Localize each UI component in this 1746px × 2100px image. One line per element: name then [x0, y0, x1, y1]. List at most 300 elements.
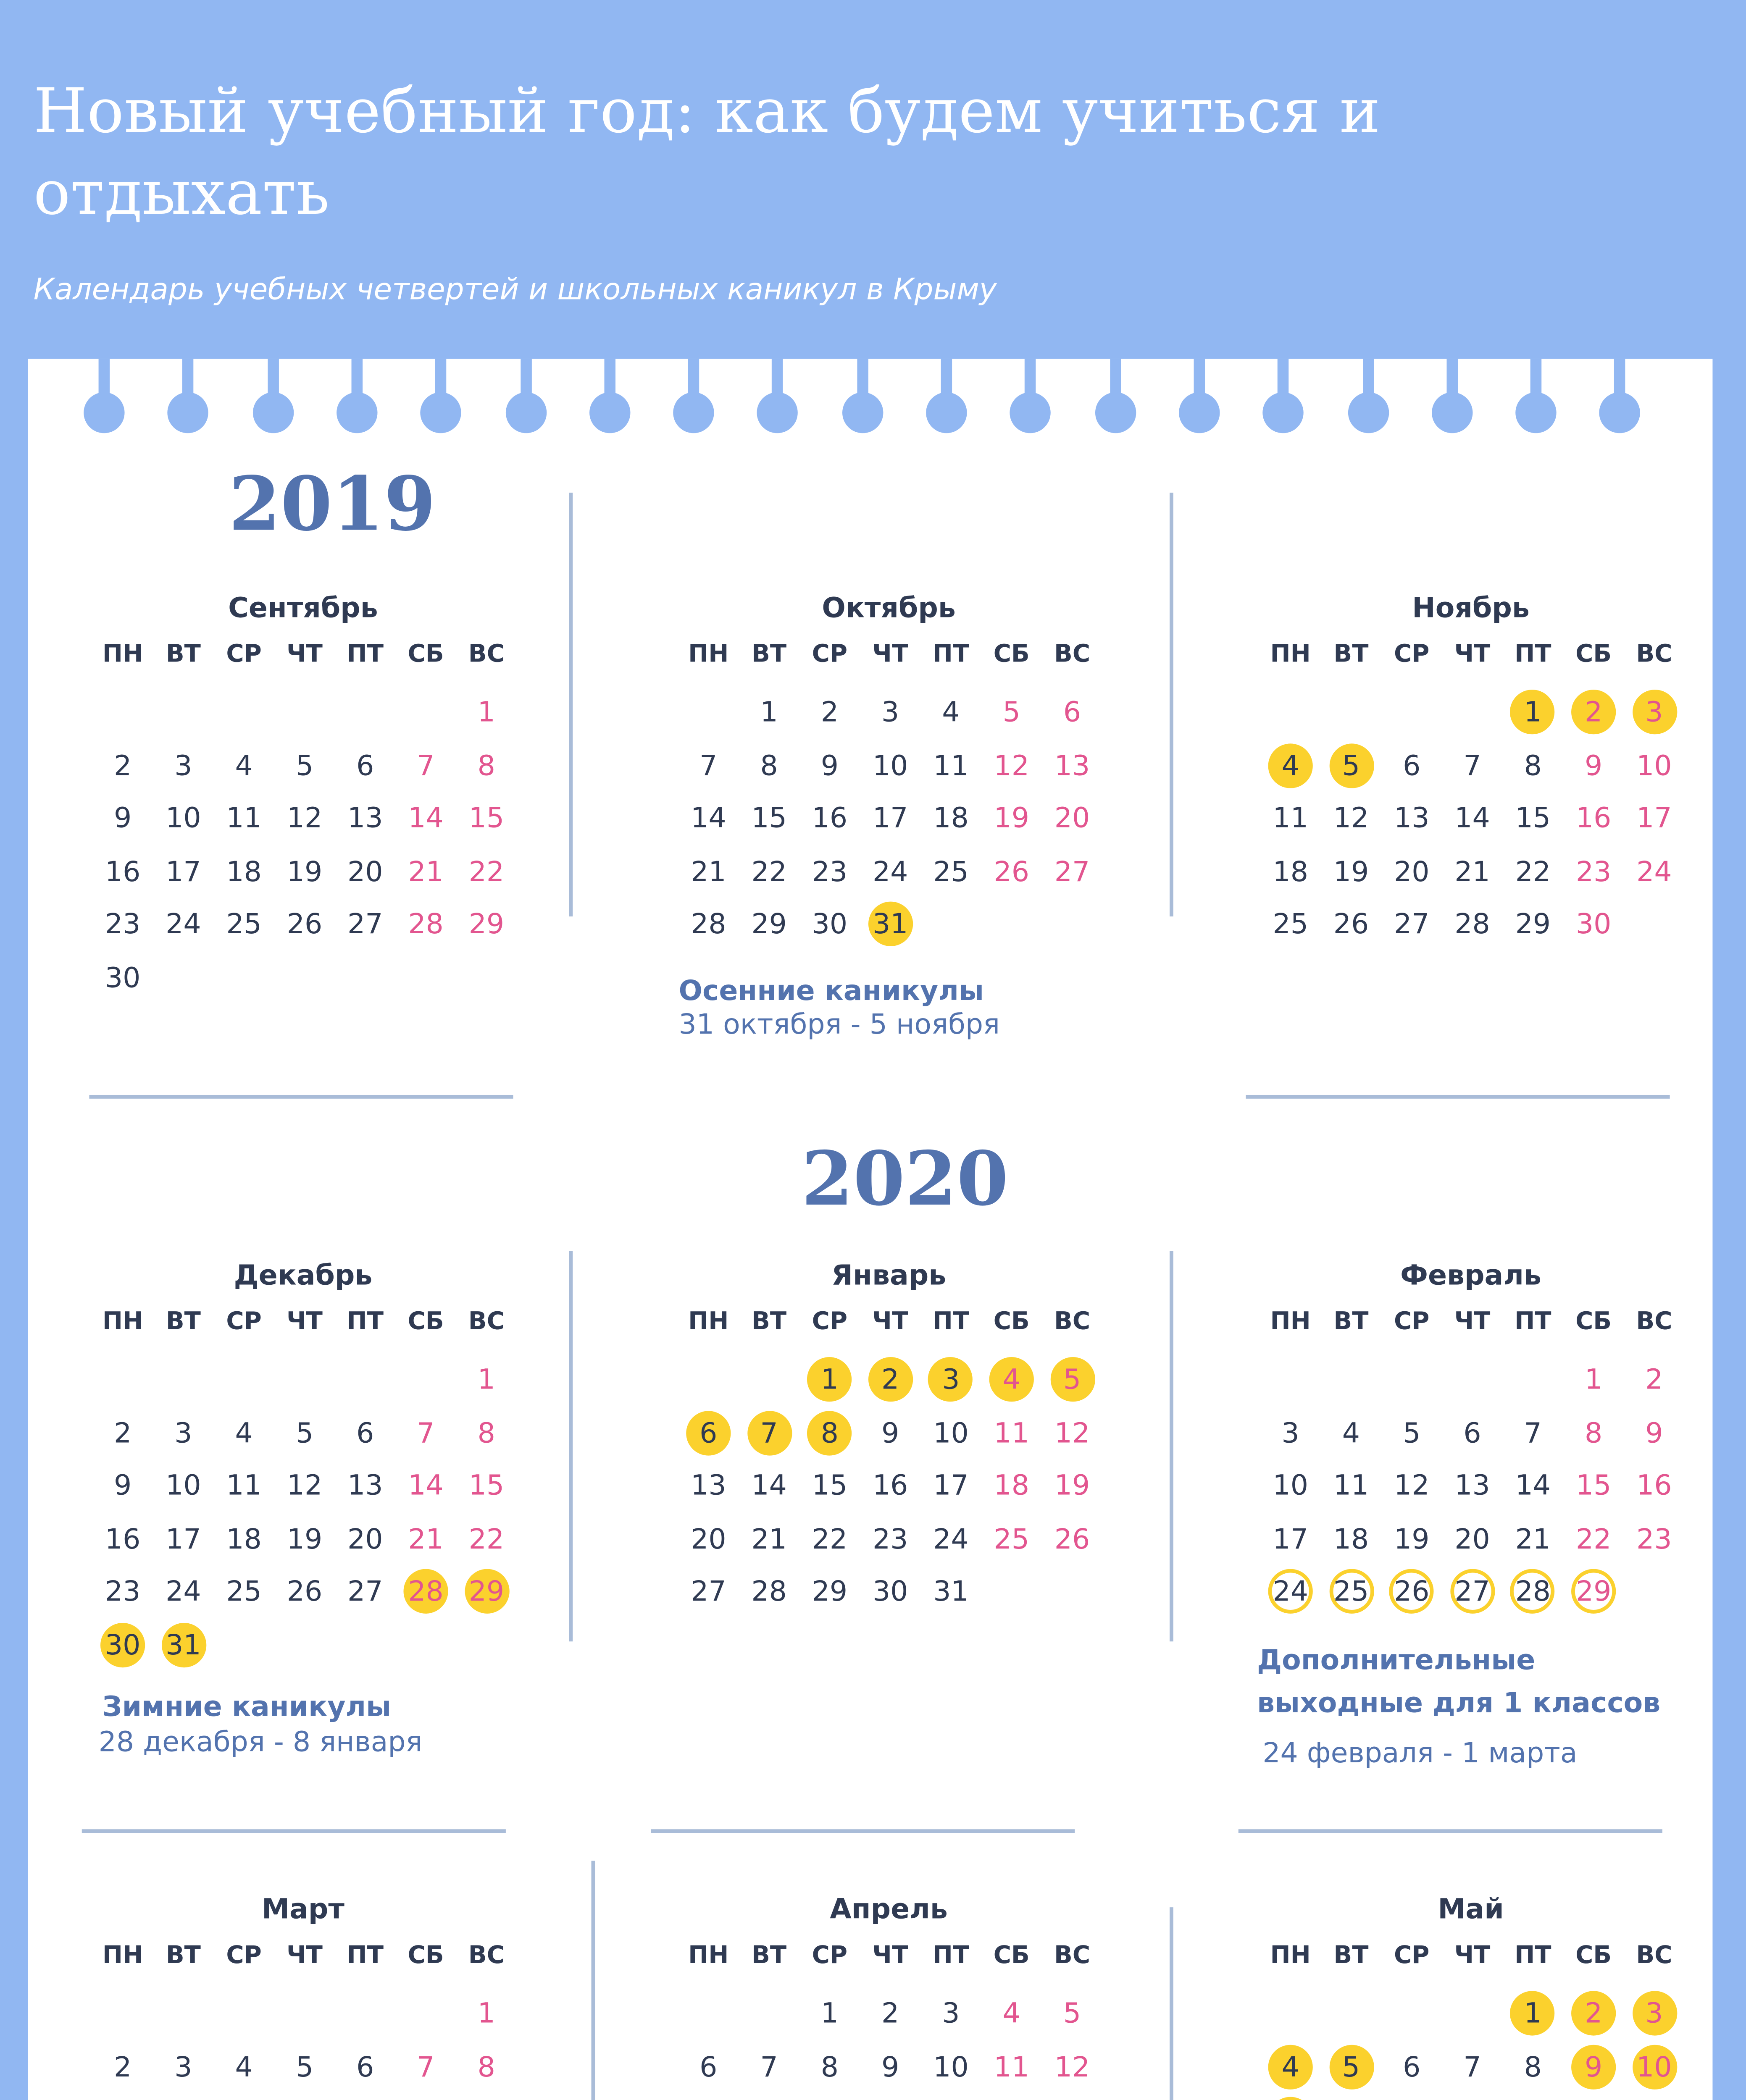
calendar-day: 5 [1329, 2044, 1373, 2089]
calendar-day: 1 [477, 695, 495, 729]
calendar-day: 2 [1571, 690, 1616, 734]
calendar-day: 29 [1515, 908, 1551, 942]
calendar-day: 25 [1273, 908, 1308, 942]
calendar-day: 17 [1273, 1522, 1308, 1556]
divider [1246, 1095, 1670, 1098]
calendar-day: 5 [295, 748, 314, 782]
calendar-day: 17 [1636, 801, 1672, 835]
calendar-day: 9 [1571, 2044, 1616, 2089]
calendar-day: 9 [113, 1469, 132, 1503]
calendar-day: 18 [1273, 855, 1308, 888]
calendar-day: 2 [1571, 1991, 1616, 2035]
calendar-day: 4 [942, 695, 960, 729]
weekday-label: ПН [102, 1942, 143, 1971]
calendar-day: 17 [872, 801, 908, 835]
calendar-day: 6 [356, 2050, 374, 2083]
calendar-day [747, 2097, 791, 2100]
calendar-day: 21 [408, 855, 444, 888]
calendar-day: 10 [1636, 748, 1672, 782]
weekday-label: ВТ [1333, 1942, 1369, 1971]
month-calendar [89, 1893, 517, 2100]
calendar-day: 5 [295, 2050, 314, 2083]
calendar-day: 13 [1054, 748, 1090, 782]
divider [1170, 1907, 1173, 2100]
calendar-day: 22 [468, 1522, 505, 1556]
calendar-day: 7 [747, 1410, 791, 1455]
weekday-label: ЧТ [1454, 641, 1491, 669]
binder-ring-icon [1336, 359, 1399, 441]
weekday-label: ПН [102, 641, 143, 669]
divider [1239, 1829, 1662, 1832]
calendar-day: 13 [347, 801, 383, 835]
weekday-label: ВТ [1333, 1308, 1369, 1337]
month-calendar [1257, 1893, 1685, 2100]
calendar-day: 31 [868, 902, 912, 947]
calendar-day: 4 [1268, 743, 1313, 788]
weekday-label: СР [226, 641, 262, 669]
calendar-day: 11 [994, 2050, 1030, 2083]
calendar-day: 14 [691, 801, 726, 835]
calendar-day: 11 [994, 1415, 1030, 1449]
calendar-day: 15 [1575, 1469, 1612, 1503]
calendar-day: 18 [994, 1469, 1030, 1503]
month-name: Ноябрь [1412, 591, 1530, 625]
calendar-day: 16 [105, 855, 141, 888]
calendar-day: 10 [166, 801, 201, 835]
calendar-day: 8 [820, 2050, 839, 2083]
calendar-day: 24 [1636, 855, 1672, 888]
calendar-day: 17 [166, 1522, 201, 1556]
calendar-day: 9 [1584, 748, 1603, 782]
weekday-label: ЧТ [872, 1308, 909, 1337]
calendar-day: 19 [994, 801, 1030, 835]
calendar-day: 22 [812, 1522, 848, 1556]
calendar-day: 8 [477, 748, 495, 782]
calendar-day: 4 [1268, 2044, 1313, 2089]
weekday-label: ПН [1270, 1942, 1311, 1971]
calendar-day: 1 [477, 1362, 495, 1396]
autumn-holidays-dates: 31 октября - 5 ноября [678, 1007, 1000, 1041]
calendar-day: 11 [1273, 801, 1308, 835]
calendar-day [1329, 2097, 1373, 2100]
weekday-label: СР [226, 1308, 262, 1337]
calendar-day: 30 [812, 908, 848, 942]
calendar-day: 1 [477, 1996, 495, 2030]
calendar-day: 27 [347, 908, 383, 942]
calendar-day: 10 [872, 748, 908, 782]
weekday-label: СБ [1575, 1308, 1612, 1337]
calendar-day: 27 [1450, 1570, 1494, 1614]
divider [1170, 1251, 1173, 1641]
weekday-label: СБ [993, 641, 1030, 669]
calendar-day: 22 [468, 855, 505, 888]
weekday-label: ПТ [347, 1942, 384, 1971]
calendar-day: 5 [1050, 1357, 1094, 1402]
calendar-day: 12 [287, 801, 323, 835]
calendar-day: 26 [287, 908, 323, 942]
february-extra-days-dates: 24 февраля - 1 марта [1262, 1736, 1578, 1770]
calendar-day: 30 [100, 1623, 145, 1667]
weekday-label: СБ [1575, 1942, 1612, 1971]
calendar-day: 16 [1575, 801, 1612, 835]
calendar-day: 29 [1571, 1570, 1616, 1614]
calendar-day [928, 2097, 973, 2100]
weekday-label: ВТ [166, 641, 201, 669]
calendar-day: 6 [356, 748, 374, 782]
calendar-day: 6 [1403, 2050, 1421, 2083]
month-calendar [89, 591, 517, 1056]
calendar-day: 26 [1054, 1522, 1090, 1556]
calendar-day: 6 [356, 1415, 374, 1449]
calendar-day: 20 [1454, 1522, 1490, 1556]
calendar-day: 11 [933, 748, 969, 782]
calendar-day: 18 [226, 855, 262, 888]
calendar-day: 10 [1273, 1469, 1308, 1503]
month-name: Апрель [830, 1892, 948, 1926]
weekday-label: СР [1394, 1942, 1430, 1971]
calendar-day: 15 [812, 1469, 848, 1503]
binder-ring-icon [1083, 359, 1146, 441]
calendar-day: 1 [760, 695, 778, 729]
weekday-label: ВТ [166, 1308, 201, 1337]
month-name: Сентябрь [228, 591, 378, 625]
calendar-sheet [28, 359, 1712, 2100]
divider [89, 1095, 513, 1098]
divider [651, 1829, 1075, 1832]
calendar-day: 5 [1002, 695, 1020, 729]
calendar-day: 31 [933, 1575, 969, 1609]
calendar-day: 7 [417, 748, 435, 782]
weekday-label: ПН [688, 1942, 729, 1971]
calendar-day: 4 [235, 1415, 253, 1449]
calendar-day: 25 [226, 1575, 262, 1609]
calendar-day: 21 [408, 1522, 444, 1556]
binder-ring-icon [325, 359, 388, 441]
weekday-label: ВС [1054, 1942, 1091, 1971]
binder-ring-icon [1252, 359, 1315, 441]
february-extra-days-title: Дополнительные выходные для 1 классов [1257, 1643, 1661, 1720]
divider [82, 1829, 506, 1832]
calendar-day: 14 [408, 801, 444, 835]
calendar-day: 14 [1454, 801, 1490, 835]
month-calendar [675, 1258, 1103, 1723]
calendar-day: 8 [807, 1410, 852, 1455]
calendar-day: 3 [1632, 1991, 1676, 2035]
calendar-day [1268, 2097, 1313, 2100]
calendar-day: 14 [1515, 1469, 1551, 1503]
calendar-day [343, 2097, 387, 2100]
calendar-day: 2 [881, 1996, 899, 2030]
calendar-day: 5 [1329, 743, 1373, 788]
calendar-day: 9 [1645, 1415, 1663, 1449]
calendar-day: 28 [1454, 908, 1490, 942]
divider [591, 1861, 594, 2100]
calendar-day: 21 [1515, 1522, 1551, 1556]
calendar-day: 8 [477, 2050, 495, 2083]
calendar-day: 3 [174, 748, 192, 782]
calendar-day [686, 2097, 731, 2100]
calendar-day: 14 [408, 1469, 444, 1503]
calendar-day: 20 [1054, 801, 1090, 835]
month-calendar [1257, 591, 1685, 1056]
calendar-day: 24 [166, 1575, 201, 1609]
weekday-label: ПТ [347, 641, 384, 669]
calendar-day [1450, 2097, 1494, 2100]
calendar-day: 3 [174, 1415, 192, 1449]
calendar-day: 27 [691, 1575, 726, 1609]
binder-ring-icon [999, 359, 1062, 441]
binder-ring-icon [1504, 359, 1567, 441]
calendar-day: 25 [994, 1522, 1030, 1556]
calendar-day: 5 [295, 1415, 314, 1449]
weekday-label: ЧТ [287, 1308, 323, 1337]
binder-ring-icon [241, 359, 304, 441]
calendar-day: 12 [1054, 1415, 1090, 1449]
calendar-day: 25 [933, 855, 969, 888]
calendar-day: 2 [113, 1415, 132, 1449]
calendar-day: 11 [226, 1469, 262, 1503]
weekday-label: СР [1394, 641, 1430, 669]
calendar-day: 11 [226, 801, 262, 835]
calendar-day [222, 2097, 266, 2100]
calendar-day: 1 [820, 1996, 839, 2030]
calendar-day: 10 [933, 1415, 969, 1449]
calendar-day [1511, 2097, 1555, 2100]
calendar-day: 20 [1394, 855, 1430, 888]
weekday-label: СР [812, 641, 848, 669]
calendar-day: 12 [1333, 801, 1369, 835]
calendar-day: 21 [691, 855, 726, 888]
calendar-day: 6 [699, 2050, 718, 2083]
calendar-day: 24 [872, 855, 908, 888]
calendar-day: 7 [1463, 748, 1481, 782]
weekday-label: ПН [1270, 1308, 1311, 1337]
calendar-day: 3 [1632, 690, 1676, 734]
calendar-day: 22 [751, 855, 787, 888]
calendar-day: 23 [872, 1522, 908, 1556]
calendar-day: 4 [1342, 1415, 1360, 1449]
calendar-day [100, 2097, 145, 2100]
calendar-day: 9 [820, 748, 839, 782]
calendar-day: 29 [812, 1575, 848, 1609]
calendar-day: 20 [347, 1522, 383, 1556]
calendar-day: 21 [751, 1522, 787, 1556]
calendar-day: 3 [928, 1357, 973, 1402]
calendar-day: 30 [1575, 908, 1612, 942]
page-subtitle: Календарь учебных четвертей и школьных каникул в Крыму [33, 271, 997, 307]
weekday-label: СБ [993, 1308, 1030, 1337]
calendar-day: 15 [1515, 801, 1551, 835]
calendar-day: 2 [820, 695, 839, 729]
calendar-day: 12 [1394, 1469, 1430, 1503]
calendar-day: 27 [347, 1575, 383, 1609]
calendar-day: 24 [933, 1522, 969, 1556]
calendar-day: 17 [166, 855, 201, 888]
calendar-day: 4 [235, 2050, 253, 2083]
weekday-label: ПТ [347, 1308, 384, 1337]
binder-ring-icon [73, 359, 136, 441]
calendar-day: 1 [1584, 1362, 1603, 1396]
calendar-day: 16 [812, 801, 848, 835]
calendar-day: 28 [1511, 1570, 1555, 1614]
calendar-day: 3 [881, 695, 899, 729]
calendar-day [989, 2097, 1034, 2100]
calendar-day: 7 [699, 748, 718, 782]
calendar-day: 30 [105, 961, 141, 995]
calendar-day: 5 [1403, 1415, 1421, 1449]
calendar-day: 8 [1524, 2050, 1542, 2083]
calendar-day [464, 2097, 509, 2100]
binder-ring-icon [1420, 359, 1483, 441]
calendar-day: 27 [1054, 855, 1090, 888]
calendar-day [282, 2097, 327, 2100]
weekday-label: ПТ [932, 641, 970, 669]
month-calendar [89, 1258, 517, 1723]
weekday-label: ПН [688, 641, 729, 669]
calendar-day: 31 [161, 1623, 205, 1667]
calendar-day: 26 [994, 855, 1030, 888]
winter-holidays-dates: 28 декабря - 8 января [98, 1725, 423, 1759]
calendar-day: 12 [1054, 2050, 1090, 2083]
weekday-label: СБ [408, 1308, 444, 1337]
calendar-day: 7 [417, 2050, 435, 2083]
month-calendar [675, 1893, 1103, 2100]
binder-ring-icon [578, 359, 641, 441]
weekday-label: ЧТ [872, 1942, 909, 1971]
calendar-day: 13 [1454, 1469, 1490, 1503]
calendar-day: 14 [751, 1469, 787, 1503]
weekday-label: ЧТ [872, 641, 909, 669]
page-title: Новый учебный год: как будем учиться и отдыхать [33, 74, 1380, 229]
weekday-label: СР [812, 1308, 848, 1337]
binder-ring-icon [494, 359, 557, 441]
binder-ring-icon [410, 359, 473, 441]
calendar-day: 9 [881, 1415, 899, 1449]
calendar-day: 15 [751, 801, 787, 835]
autumn-holidays-title: Осенние каникулы [678, 974, 984, 1008]
calendar-day: 2 [113, 748, 132, 782]
calendar-day: 9 [113, 801, 132, 835]
calendar-day: 2 [868, 1357, 912, 1402]
calendar-day: 29 [468, 908, 505, 942]
calendar-day: 2 [113, 2050, 132, 2083]
calendar-day: 6 [686, 1410, 731, 1455]
month-name: Март [261, 1892, 344, 1926]
weekday-label: СР [1394, 1308, 1430, 1337]
weekday-label: ПТ [932, 1942, 970, 1971]
calendar-day: 10 [933, 2050, 969, 2083]
calendar-day: 23 [1575, 855, 1612, 888]
calendar-day: 8 [1584, 1415, 1603, 1449]
calendar-day: 19 [287, 855, 323, 888]
calendar-day [161, 2097, 205, 2100]
calendar-day: 12 [994, 748, 1030, 782]
weekday-label: ВТ [752, 1308, 787, 1337]
calendar-day: 13 [691, 1469, 726, 1503]
calendar-day: 30 [872, 1575, 908, 1609]
calendar-day: 28 [751, 1575, 787, 1609]
calendar-day: 4 [235, 748, 253, 782]
binder-ring-icon [831, 359, 894, 441]
year-label-2020: 2020 [801, 1136, 1009, 1223]
calendar-day [807, 2097, 852, 2100]
calendar-day [1389, 2097, 1434, 2100]
month-name: Февраль [1400, 1258, 1541, 1292]
calendar-day: 13 [1394, 801, 1430, 835]
calendar-day: 26 [1389, 1570, 1434, 1614]
divider [569, 1251, 572, 1641]
weekday-label: СР [812, 1942, 848, 1971]
weekday-label: ПН [102, 1308, 143, 1337]
calendar-day [868, 2097, 912, 2100]
calendar-day: 11 [1333, 1469, 1369, 1503]
calendar-day: 8 [477, 1415, 495, 1449]
calendar-day: 10 [166, 1469, 201, 1503]
calendar-day: 1 [1511, 1991, 1555, 2035]
calendar-day: 28 [408, 908, 444, 942]
calendar-day [403, 2097, 448, 2100]
calendar-day: 10 [1632, 2044, 1676, 2089]
weekday-label: СБ [408, 641, 444, 669]
calendar-day: 8 [760, 748, 778, 782]
weekday-label: СР [226, 1942, 262, 1971]
calendar-day: 9 [881, 2050, 899, 2083]
binder-ring-icon [662, 359, 725, 441]
calendar-day: 24 [1268, 1570, 1313, 1614]
calendar-day: 26 [1333, 908, 1369, 942]
weekday-label: ПН [688, 1308, 729, 1337]
calendar-day: 7 [760, 2050, 778, 2083]
binder-ring-icon [157, 359, 220, 441]
calendar-day: 23 [1636, 1522, 1672, 1556]
calendar-day: 16 [872, 1469, 908, 1503]
calendar-day: 1 [807, 1357, 852, 1402]
month-name: Май [1438, 1892, 1504, 1926]
weekday-label: СБ [408, 1942, 444, 1971]
calendar-day [1571, 2097, 1616, 2100]
calendar-day: 7 [417, 1415, 435, 1449]
year-label-2019: 2019 [229, 461, 436, 549]
month-name: Октябрь [822, 591, 956, 625]
calendar-day: 1 [1511, 690, 1555, 734]
calendar-day: 19 [1394, 1522, 1430, 1556]
calendar-day: 6 [1403, 748, 1421, 782]
weekday-label: ВТ [166, 1942, 201, 1971]
weekday-label: ВС [1636, 641, 1672, 669]
calendar-day: 15 [468, 1469, 505, 1503]
calendar-day: 16 [105, 1522, 141, 1556]
calendar-day: 4 [989, 1357, 1034, 1402]
calendar-day: 23 [812, 855, 848, 888]
weekday-label: СБ [993, 1942, 1030, 1971]
divider [1170, 493, 1173, 916]
calendar-day: 7 [1463, 2050, 1481, 2083]
calendar-day: 28 [403, 1570, 448, 1614]
weekday-label: ВТ [1333, 641, 1369, 669]
weekday-label: ПТ [932, 1308, 970, 1337]
weekday-label: ВС [1054, 1308, 1091, 1337]
month-name: Декабрь [234, 1258, 373, 1292]
binder-ring-icon [915, 359, 978, 441]
weekday-label: СБ [1575, 641, 1612, 669]
calendar-day [1632, 2097, 1676, 2100]
weekday-label: ВС [1636, 1942, 1672, 1971]
weekday-label: ПН [1270, 641, 1311, 669]
weekday-label: ВС [468, 1308, 505, 1337]
calendar-day: 5 [1063, 1996, 1081, 2030]
calendar-day: 29 [751, 908, 787, 942]
weekday-label: ВС [1636, 1308, 1672, 1337]
